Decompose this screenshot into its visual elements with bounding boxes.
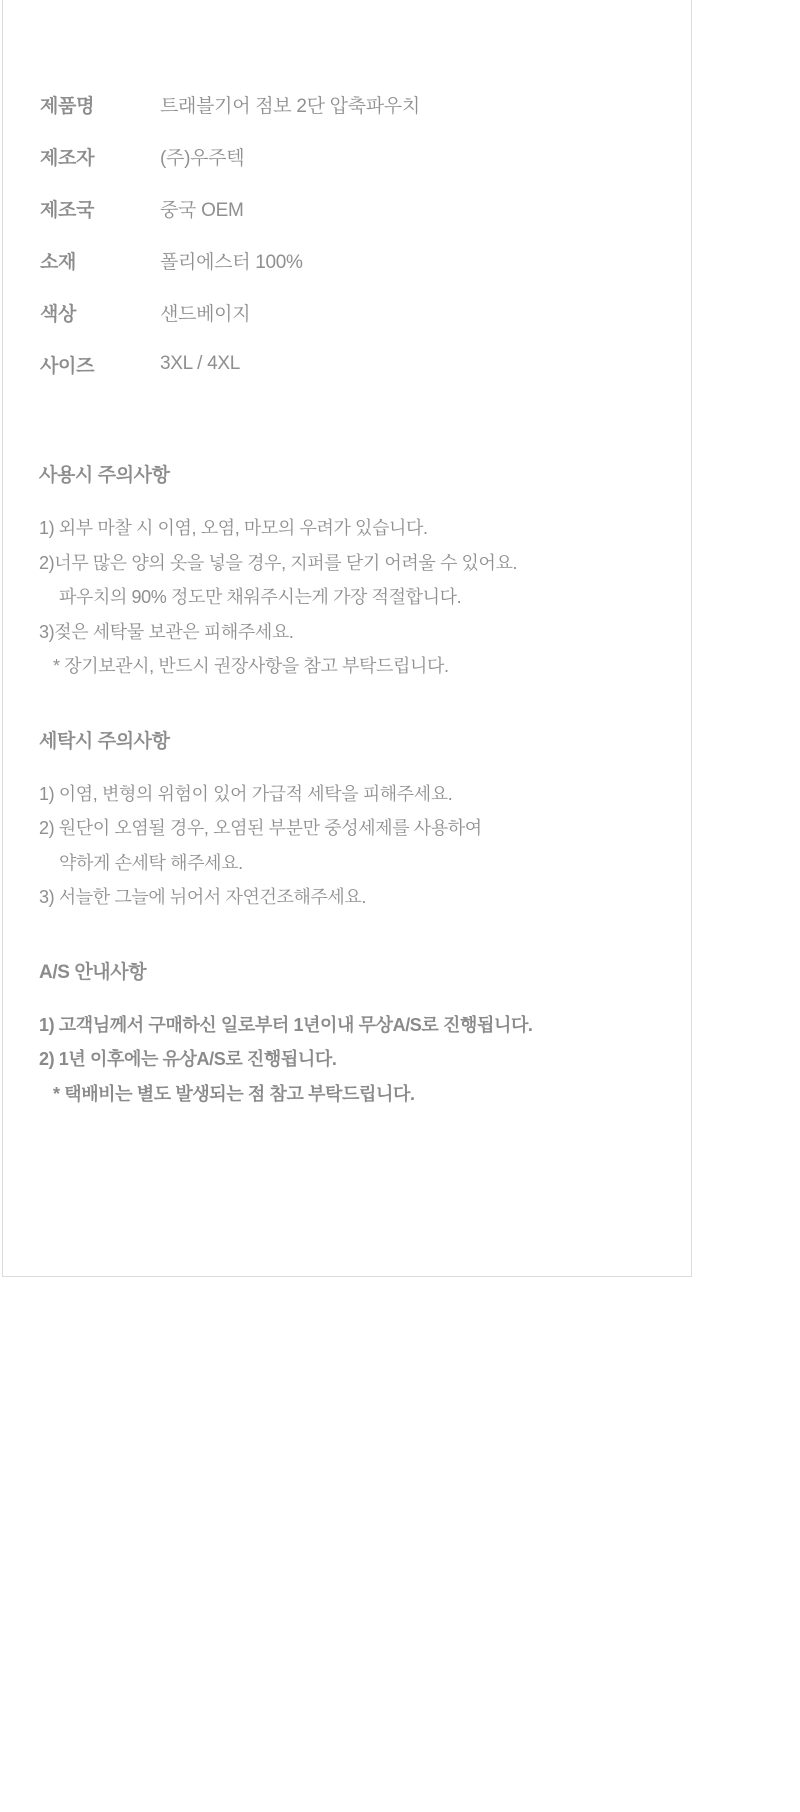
section-title: A/S 안내사항 — [39, 961, 147, 983]
section-title: 사용시 주의사항 — [39, 465, 170, 486]
spec-table-body — [39, 78, 659, 390]
spec-label: 사이즈 — [40, 355, 95, 377]
section-line: 2) 원단이 오염될 경우, 오염된 부분만 중성세제를 사용하여 — [39, 818, 482, 839]
info-section — [39, 726, 659, 915]
section-line: * 택배비는 별도 발생되는 점 참고 부탁드립니다. — [53, 1084, 415, 1105]
spec-row — [39, 338, 659, 390]
spec-value: 샌드베이지 — [160, 303, 251, 325]
spec-label: 소재 — [40, 251, 77, 273]
spec-value: 폴리에스터 100% — [160, 251, 303, 273]
section-line: 파우치의 90% 정도만 채워주시는게 가장 적절합니다. — [59, 587, 462, 608]
spec-row — [39, 286, 659, 338]
spec-label: 제품명 — [40, 95, 95, 117]
spec-label: 제조자 — [40, 147, 95, 169]
spec-label: 제조국 — [40, 199, 95, 221]
spec-label: 색상 — [40, 303, 77, 325]
section-line: 2) 1년 이후에는 유상A/S로 진행됩니다. — [39, 1049, 337, 1070]
section-line: 1) 외부 마찰 시 이염, 오염, 마모의 우려가 있습니다. — [39, 518, 428, 538]
info-section — [39, 460, 659, 684]
spec-value: 3XL / 4XL — [160, 353, 241, 374]
spec-value: 중국 OEM — [160, 199, 244, 221]
sections-container — [39, 460, 659, 1112]
spec-row — [39, 130, 659, 182]
product-spec-table — [39, 78, 659, 390]
spec-row — [39, 78, 659, 130]
spec-row — [39, 234, 659, 286]
section-line: 3)젖은 세탁물 보관은 피해주세요. — [39, 621, 294, 642]
section-line: 3) 서늘한 그늘에 뉘어서 자연건조해주세요. — [39, 887, 367, 908]
section-title: 세탁시 주의사항 — [39, 730, 170, 752]
section-line: 1) 고객님께서 구매하신 일로부터 1년이내 무상A/S로 진행됩니다. — [39, 1014, 533, 1035]
page-bottom-blank-area — [0, 1277, 800, 1812]
section-line: 1) 이염, 변형의 위험이 있어 가급적 세탁을 피해주세요. — [39, 783, 453, 804]
info-section — [39, 957, 659, 1112]
product-info-card — [2, 0, 692, 1277]
section-line: * 장기보관시, 반드시 권장사항을 참고 부탁드립니다. — [53, 656, 449, 677]
section-line: 2)너무 많은 양의 옷을 넣을 경우, 지퍼를 닫기 어려울 수 있어요. — [39, 552, 518, 573]
card-content — [39, 78, 659, 1112]
spec-value: (주)우주텍 — [160, 147, 245, 169]
spec-row — [39, 182, 659, 234]
spec-value: 트래블기어 점보 2단 압축파우치 — [160, 95, 420, 117]
section-line: 약하게 손세탁 해주세요. — [59, 852, 243, 873]
